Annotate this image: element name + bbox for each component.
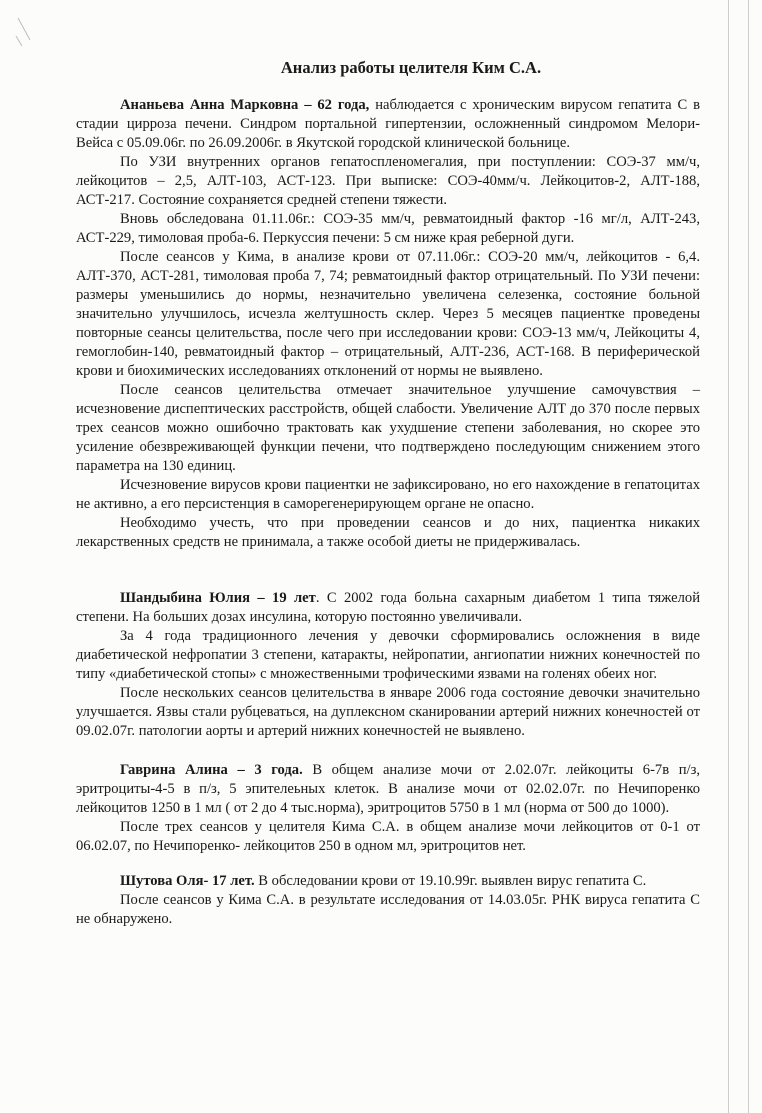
paragraph: После сеансов у Кима, в анализе крови от 07.11.06г.: СОЭ-20 мм/ч, лейкоцитов - 6,4. АЛТ-370, АСТ-281, тимоловая проба 7, 74; ревматоидный фактор отрицательный. По УЗИ печени: размеры уменьшились до нормы, незначительно увеличена селезенка, состояние больной значительно улучшилось, исчезла желтушность склер. Через 5 месяцев пациентке проведены повторные сеансы целительства, после чего при исследовании крови: СОЭ-13 мм/ч, Лейкоциты 4, гемоглобин-140, ревматоидный фактор – отрицательный, АЛТ-236, АСТ-168. В периферической крови и биохимических исследованиях отклонений от нормы не выявлено. — [76, 249, 700, 379]
paragraph: После сеансов у Кима С.А. в результате исследования от 14.03.05г. РНК вируса гепатита С не обнаружено. — [76, 892, 700, 927]
paragraph: Вновь обследована 01.11.06г.: СОЭ-35 мм/ч, ревматоидный фактор -16 мг/л, АЛТ-243, АСТ-229, тимоловая проба-6. Перкуссия печени: 5 см ниже края реберной дуги. — [76, 211, 700, 246]
patient-paragraph: Ананьева Анна Марковна – 62 года, наблюдается с хроническим вирусом гепатита С в стадии цирроза печени. Синдром портальной гипертензии, осложненный синдромом Мелори-Вейса с 05.09.06г. по 26.09.2006г. в Якутской городской клинической больнице. — [76, 97, 700, 151]
section-gap — [76, 741, 700, 761]
scan-edge-line — [728, 0, 729, 1113]
document-body — [76, 96, 700, 929]
paragraph: После нескольких сеансов целительства в январе 2006 года состояние девочки значительно улучшается. Язвы стали рубцеваться, на дуплексном сканировании артерий нижних конечностей от 09.02.07г. патологии аорты и артерий нижних конечностей не выявлено. — [76, 685, 700, 739]
patient-name: Шутова Оля- 17 лет. — [120, 873, 255, 889]
section-gap — [76, 856, 700, 872]
patient-name: Ананьева Анна Марковна – 62 года, — [120, 97, 370, 113]
patient-paragraph: Шутова Оля- 17 лет. В обследовании крови от 19.10.99г. выявлен вирус гепатита С. — [120, 873, 647, 889]
paragraph: За 4 года традиционного лечения у девочки сформировались осложнения в виде диабетической нефропатии 3 степени, катаракты, нейропатии, ангиопатии нижних конечностей по типу «диабетической стопы» с множественными трофическими язвами на голенях обеих ног. — [76, 628, 700, 682]
patient-name: Шандыбина Юлия – 19 лет — [120, 590, 316, 606]
patient-name: Гаврина Алина – 3 года. — [120, 762, 303, 778]
section-gap — [76, 552, 700, 589]
paragraph: После сеансов целительства отмечает значительное улучшение самочувствия – исчезновение диспептических расстройств, общей слабости. Увеличение АЛТ до 370 после первых трех сеансов можно ошибочно трактовать как ухудшение степени заболевания, но скорее это усиление обезвреживающей функции печени, что подтверждено последующим снижением этого параметра на 130 единиц. — [76, 382, 700, 474]
scan-edge-line — [748, 0, 749, 1113]
page-title: Анализ работы целителя Ким С.А. — [280, 58, 542, 77]
paragraph: Необходимо учесть, что при проведении сеансов и до них, пациентка никаких лекарственных средств не принимала, а также особой диеты не придерживалась. — [76, 515, 700, 550]
patient-paragraph: Шандыбина Юлия – 19 лет. С 2002 года больна сахарным диабетом 1 типа тяжелой степени. На больших дозах инсулина, которую постоянно увеличивали. — [76, 590, 701, 625]
paragraph: По УЗИ внутренних органов гепатоспленомегалия, при поступлении: СОЭ-37 мм/ч, лейкоцитов – 2,5, АЛТ-103, АСТ-123. При выписке: СОЭ-40мм/ч. Лейкоцитов-2, АЛТ-188, АСТ-217. Состояние сохраняется средней степени тяжести. — [76, 154, 700, 208]
patient-paragraph: Гаврина Алина – 3 года. В общем анализе мочи от 2.02.07г. лейкоциты 6-7в п/з, эритроциты-4-5 в п/з, 5 эпителеьных клеток. В анализе мочи от 02.02.07г. по Нечипоренко лейкоцитов 1250 в 1 мл ( от 2 до 4 тыс.норма), эритроцитов 5750 в 1 мл (норма от 500 до 1000). — [76, 762, 700, 816]
paragraph: После трех сеансов у целителя Кима С.А. в общем анализе мочи лейкоцитов от 0-1 от 06.02.07, по Нечипоренко- лейкоцитов 250 в одном мл, эритроцитов нет. — [76, 819, 700, 854]
paragraph: Исчезновение вирусов крови пациентки не зафиксировано, но его нахождение в гепатоцитах не активно, а его персистенция в саморегенерирующем органе не опасно. — [76, 477, 700, 512]
